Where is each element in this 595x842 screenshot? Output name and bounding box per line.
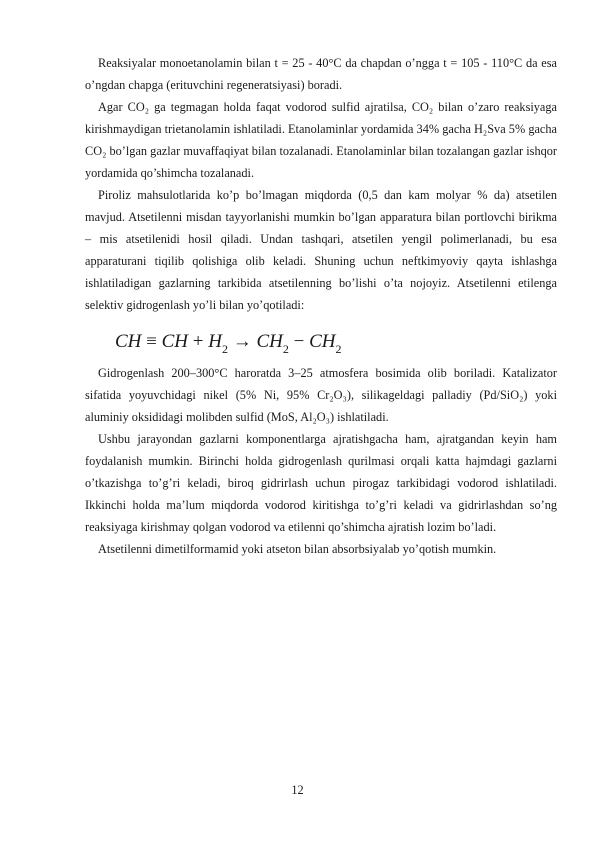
hydrogenation-equation xyxy=(115,322,557,362)
formula-subscript: 2 xyxy=(335,342,342,356)
paragraph-triethanolamine: Agar CO₂ ga tegmagan holda faqat vodorod sulfid ajratilsa, CO₂ bilan o’zaro reaksiyaga kirishmaydigan trietanolamin ishlatiladi. Etanolaminlar yordamida 34% gacha H₂Sva 5% gacha CO₂ bo’lgan gazlar muvaffaqiyat bilan tozalanadi. Etanolaminlar bilan tozalangan gazlar ishqor yordamida qo’shimcha tozalanadi. xyxy=(85,100,557,180)
paragraph-absorption: Atsetilenni dimetilformamid yoki atseton bilan absorbsiyalab yo’qotish mumkin. xyxy=(98,542,497,556)
plus-symbol: + xyxy=(192,331,204,352)
formula-term: CH xyxy=(309,331,336,352)
single-bond-symbol: − xyxy=(293,331,305,352)
paragraph-hydrogenation-conditions: Gidrogenlash 200–300°C haroratda 3–25 atmosfera bosimida olib boriladi. Katalizator sifatida yoyuvchidagi nikel (5% Ni, 95% Cr₂O₃), silikageldagi palladiy (Pd/SiO₂) yoki aluminiy oksididagi molibden sulfid (MoS, Al₂O₃) ishlatiladi. xyxy=(85,366,557,424)
paragraph-process-usage: Ushbu jarayondan gazlarni komponentlarga ajratishgacha ham, ajratgandan keyin ham foydalanish mumkin. Birinchi holda gidrogenlash qurilmasi orqali katta hajmdagi gazlarni o’tkazishga to’g’ri keladi, biroq gidrirlash uchun pirogaz tarkibidagi vodorod ishlatiladi. Ikkinchi holda ma’lum miqdorda vodorod kiritishga to’g’ri keladi va gidrirlashdan so’ng reaksiyaga kirishmay qolgan vodorod va etilenni qo’shimcha ajratish lozim bo’ladi. xyxy=(85,432,557,534)
reaction-arrow-icon: → xyxy=(232,331,252,352)
formula-term: CH xyxy=(256,331,283,352)
page-number: 12 xyxy=(291,783,304,797)
paragraph-reaction-conditions: Reaksiyalar monoetanolamin bilan t = 25 - 40°C da chapdan o’ngga t = 105 - 110°C da esa o’ngdan chapga (erituvchini regeneratsiyasi) boradi. xyxy=(85,56,557,92)
formula-term: CH xyxy=(161,331,189,352)
formula-subscript: 2 xyxy=(282,342,289,356)
paragraph-acetylene: Piroliz mahsulotlarida ko’p bo’lmagan miqdorda (0,5 dan kam molyar % da) atsetilen mavjud. Atsetilenni misdan tayyorlanishi mumkin bo’lgan apparatura bilan portlovchi birikma – mis atsetilenidi hosil qiladi. Undan tashqari, atsetilen yengil polimerlanadi, bu esa apparaturani tiqilib qolishiga olib keladi. Shuning uchun neftkimyoviy qayta ishlashga ishlatiladigan gazlarning tarkibida atsetilenning bo’lishi o’ta nojoyiz. Atsetilenni etilenga selektiv gidrogenlash yo’li bilan yo’qotiladi: xyxy=(85,188,557,312)
formula-subscript: 2 xyxy=(221,342,228,356)
formula-term: CH xyxy=(115,331,142,352)
formula-term: H xyxy=(208,331,222,352)
document-body xyxy=(85,52,557,560)
triple-bond-symbol: ≡ xyxy=(146,331,157,352)
